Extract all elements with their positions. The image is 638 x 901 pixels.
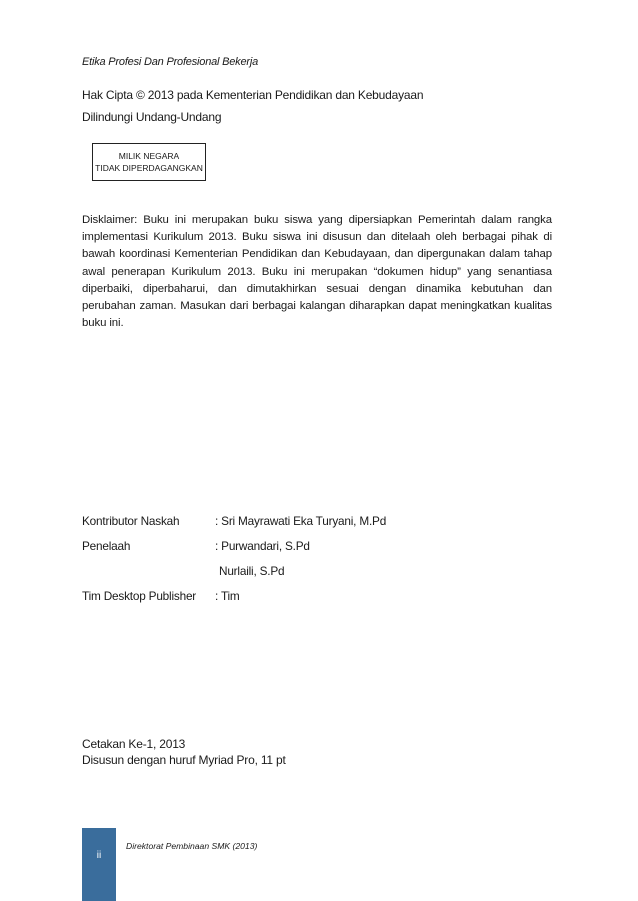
footer-publisher: Direktorat Pembinaan SMK (2013) [126, 841, 258, 851]
credit-row-author [82, 514, 562, 539]
typeset-line: Disusun dengan huruf Myriad Pro, 11 pt [82, 753, 286, 767]
credit-row-reviewer [82, 539, 562, 564]
reviewer-value-1: : Purwandari, S.Pd [215, 539, 310, 553]
disclaimer-paragraph: Disklaimer: Buku ini merupakan buku siswa yang dipersiapkan Pemerintah dalam rangka implementasi Kurikulum 2013. Buku siswa ini disusun dan ditelaah oleh berbagai pihak di bawah koordinasi Kementerian Pendidikan dan Kebudayaan, dan dipergunakan dalam tahap awal penerapan Kurikulum 2013. Buku ini merupakan “dokumen hidup” yang senantiasa diperbaiki, diperbaharui, dan dimutakhirkan sesuai dengan dinamika kebutuhan dan perubahan zaman. Masukan dari berbagai kalangan diharapkan dapat meningkatkan kualitas buku ini. [82, 214, 552, 330]
protected-notice: Dilindungi Undang-Undang [82, 110, 222, 124]
stamp-line-2: TIDAK DIPERDAGANGKAN [95, 163, 203, 173]
reviewer-value-2: Nurlaili, S.Pd [219, 564, 285, 578]
stamp-line-1: MILIK NEGARA [118, 151, 180, 161]
author-label: Kontributor Naskah [82, 514, 180, 528]
running-title: Etika Profesi Dan Profesional Bekerja [82, 56, 259, 68]
dtp-value: : Tim [215, 589, 240, 603]
dtp-label: Tim Desktop Publisher [82, 589, 197, 603]
credits-section [82, 514, 562, 614]
printing-line: Cetakan Ke-1, 2013 [82, 737, 186, 751]
state-property-stamp [92, 143, 206, 181]
reviewer-label: Penelaah [82, 539, 131, 553]
footer-page-tab [82, 828, 116, 901]
author-value: : Sri Mayrawati Eka Turyani, M.Pd [215, 514, 387, 528]
page-number: ii [96, 850, 102, 861]
credit-row-reviewer-2 [82, 564, 562, 589]
credit-row-dtp [82, 589, 562, 614]
edition-info [82, 736, 286, 768]
copyright-line: Hak Cipta © 2013 pada Kementerian Pendidikan dan Kebudayaan [82, 88, 424, 102]
